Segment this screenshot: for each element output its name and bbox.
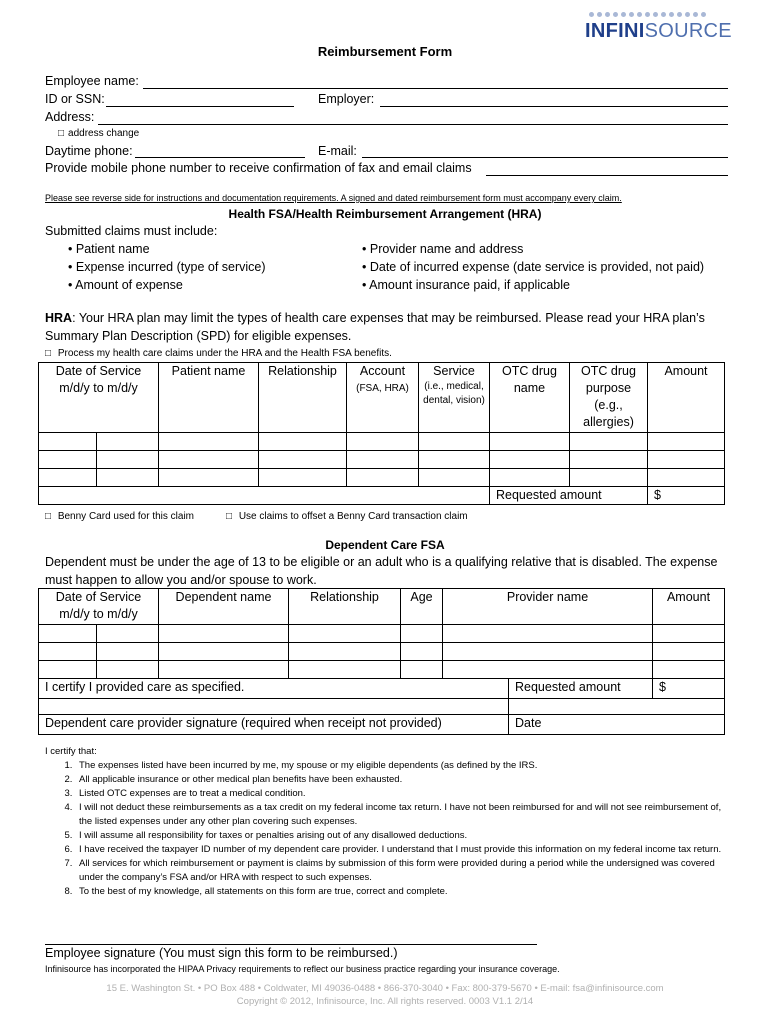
col-account-header: Account (FSA, HRA) (347, 363, 419, 433)
table-row (39, 625, 725, 643)
hra-claims-table (38, 362, 725, 505)
certify-care-label: I certify I provided care as specified. (39, 679, 509, 699)
requested-amount-field[interactable]: $ (653, 679, 725, 699)
employee-name-field[interactable] (143, 88, 728, 89)
col-date-header: Date of Service m/d/y to m/d/y (39, 363, 159, 433)
col-amount-header: Amount (648, 363, 725, 433)
list-item: 8. To the best of my knowledge, all statements on this form are true, correct and complete. (75, 885, 725, 899)
table-row (39, 451, 725, 469)
provider-date-label[interactable]: Date (509, 715, 725, 735)
list-item: 5. I will assume all responsibility for taxes or penalties arising out of any disallowed deductions. (75, 829, 725, 843)
requested-amount-label: Requested amount (490, 487, 648, 505)
id-ssn-label: ID or SSN: (45, 92, 105, 106)
table-row (39, 661, 725, 679)
col-service-header: Service (i.e., medical, dental, vision) (419, 363, 490, 433)
dcfsa-description: Dependent must be under the age of 13 to be eligible or an adult who is a qualifying relative that is disabled. The expense must happen to allow you and/or spouse to work. (45, 555, 718, 587)
instructions-notice: Please see reverse side for instructions and documentation requirements. A signed and dated reimbursement form must accompany every claim. (45, 193, 622, 203)
list-item: 7. All services for which reimbursement or payment is claims by submission of this form were provided during a period while the undersigned was covered under the company’s FSA and/or HRA with respect to such expenses. (75, 857, 725, 885)
email-label: E-mail: (318, 144, 357, 158)
certify-row (39, 679, 725, 699)
dcfsa-claims-table (38, 588, 725, 735)
address-field[interactable] (98, 124, 728, 125)
benny-card-used-option[interactable]: □ Benny Card used for this claim (45, 511, 194, 522)
col-patient-header: Patient name (159, 363, 259, 433)
footer-address: 15 E. Washington St. • PO Box 488 • Coldwater, MI 49036-0488 • 866-370-3040 • Fax: 800-379-5670 • E-mail: fsa@infinisource.com (106, 983, 664, 994)
col-provider-header: Provider name (443, 589, 653, 625)
logo-dots (589, 12, 706, 17)
checkbox-icon[interactable]: □ (58, 128, 65, 139)
benny-card-offset-option[interactable]: □ Use claims to offset a Benny Card transaction claim (226, 511, 468, 522)
id-ssn-field[interactable] (106, 106, 294, 107)
mobile-field[interactable] (486, 175, 728, 176)
bullet-item: • Date of incurred expense (date service is provided, not paid) (362, 260, 705, 274)
process-claims-option[interactable]: □ Process my health care claims under the HRA and the Health FSA benefits. (45, 348, 392, 359)
dcfsa-heading: Dependent Care FSA (325, 538, 445, 552)
certification-intro: I certify that: (45, 746, 97, 757)
employee-signature-field[interactable] (45, 944, 537, 945)
mobile-label: Provide mobile phone number to receive confirmation of fax and email claims (45, 161, 472, 175)
table-header-row (39, 589, 725, 625)
address-change-option[interactable]: □ address change (58, 128, 140, 139)
col-date-header: Date of Service m/d/y to m/d/y (39, 589, 159, 625)
list-item: 2. All applicable insurance or other medical plan benefits have been exhausted. (75, 773, 725, 787)
col-amount-header: Amount (653, 589, 725, 625)
employer-label: Employer: (318, 92, 375, 106)
certification-list (45, 759, 725, 899)
employer-field[interactable] (380, 106, 728, 107)
list-item: 1. The expenses listed have been incurred by me, my spouse or my eligible dependents (as defined by the IRS. (75, 759, 725, 773)
col-relationship-header: Relationship (259, 363, 347, 433)
requested-amount-label: Requested amount (509, 679, 653, 699)
logo-text-source: SOURCE (644, 20, 732, 42)
bullet-item: • Patient name (68, 242, 150, 256)
hra-note (45, 309, 735, 345)
signature-space-row (39, 699, 725, 715)
email-field[interactable] (362, 157, 728, 158)
list-item: 6. I have received the taxpayer ID number of my dependent care provider. I understand that I must provide this information on my federal income tax return. (75, 843, 725, 857)
checkbox-icon[interactable]: □ (226, 511, 233, 522)
hra-note-label: HRA (45, 311, 73, 325)
col-relationship-header: Relationship (289, 589, 401, 625)
table-row (39, 643, 725, 661)
certify-signature-field[interactable] (39, 699, 509, 715)
col-otc-name-header: OTC drug name (490, 363, 570, 433)
list-item: 3. Listed OTC expenses are to treat a medical condition. (75, 787, 725, 801)
logo-text-infini: INFINI (585, 20, 645, 42)
certification-block (45, 745, 725, 899)
hipaa-notice: Infinisource has incorporated the HIPAA Privacy requirements to reflect our business practice regarding your insurance coverage. (45, 964, 560, 974)
provider-signature-row (39, 715, 725, 735)
bullet-item: • Amount of expense (68, 278, 183, 292)
list-item: 4. I will not deduct these reimbursements as a tax credit on my federal income tax return. I have not been reimbursed for and will not see reimbursement of, the listed expenses under any other plan covering such expenses. (75, 801, 725, 829)
requested-amount-row (39, 487, 725, 505)
bullet-item: • Provider name and address (362, 242, 524, 256)
table-row (39, 433, 725, 451)
bullet-item: • Expense incurred (type of service) (68, 260, 266, 274)
employee-name-label: Employee name: (45, 74, 139, 88)
col-dependent-header: Dependent name (159, 589, 289, 625)
table-header-row (39, 363, 725, 433)
requested-amount-field[interactable]: $ (648, 487, 725, 505)
hra-note-text: : Your HRA plan may limit the types of health care expenses that may be reimbursed. Please read your HRA plan’s Summary Plan Description (SPD) for eligible expenses. (45, 311, 705, 343)
address-label: Address: (45, 110, 95, 124)
checkbox-icon[interactable]: □ (45, 348, 52, 359)
table-row (39, 469, 725, 487)
provider-signature-label[interactable]: Dependent care provider signature (required when receipt not provided) (39, 715, 509, 735)
bullet-item: • Amount insurance paid, if applicable (362, 278, 570, 292)
col-otc-purpose-header: OTC drug purpose (e.g., allergies) (570, 363, 648, 433)
form-title: Reimbursement Form (317, 44, 453, 59)
infinisource-logo (585, 12, 735, 46)
checkbox-icon[interactable]: □ (45, 511, 52, 522)
submitted-claims-label: Submitted claims must include: (45, 224, 218, 238)
col-age-header: Age (401, 589, 443, 625)
daytime-phone-label: Daytime phone: (45, 144, 133, 158)
daytime-phone-field[interactable] (135, 157, 305, 158)
employee-signature-label: Employee signature (You must sign this form to be reimbursed.) (45, 946, 398, 960)
hra-heading: Health FSA/Health Reimbursement Arrangement (HRA) (228, 207, 542, 221)
footer-copyright: Copyright © 2012, Infinisource, Inc. All rights reserved. 0003 V1.1 2/14 (236, 996, 534, 1007)
